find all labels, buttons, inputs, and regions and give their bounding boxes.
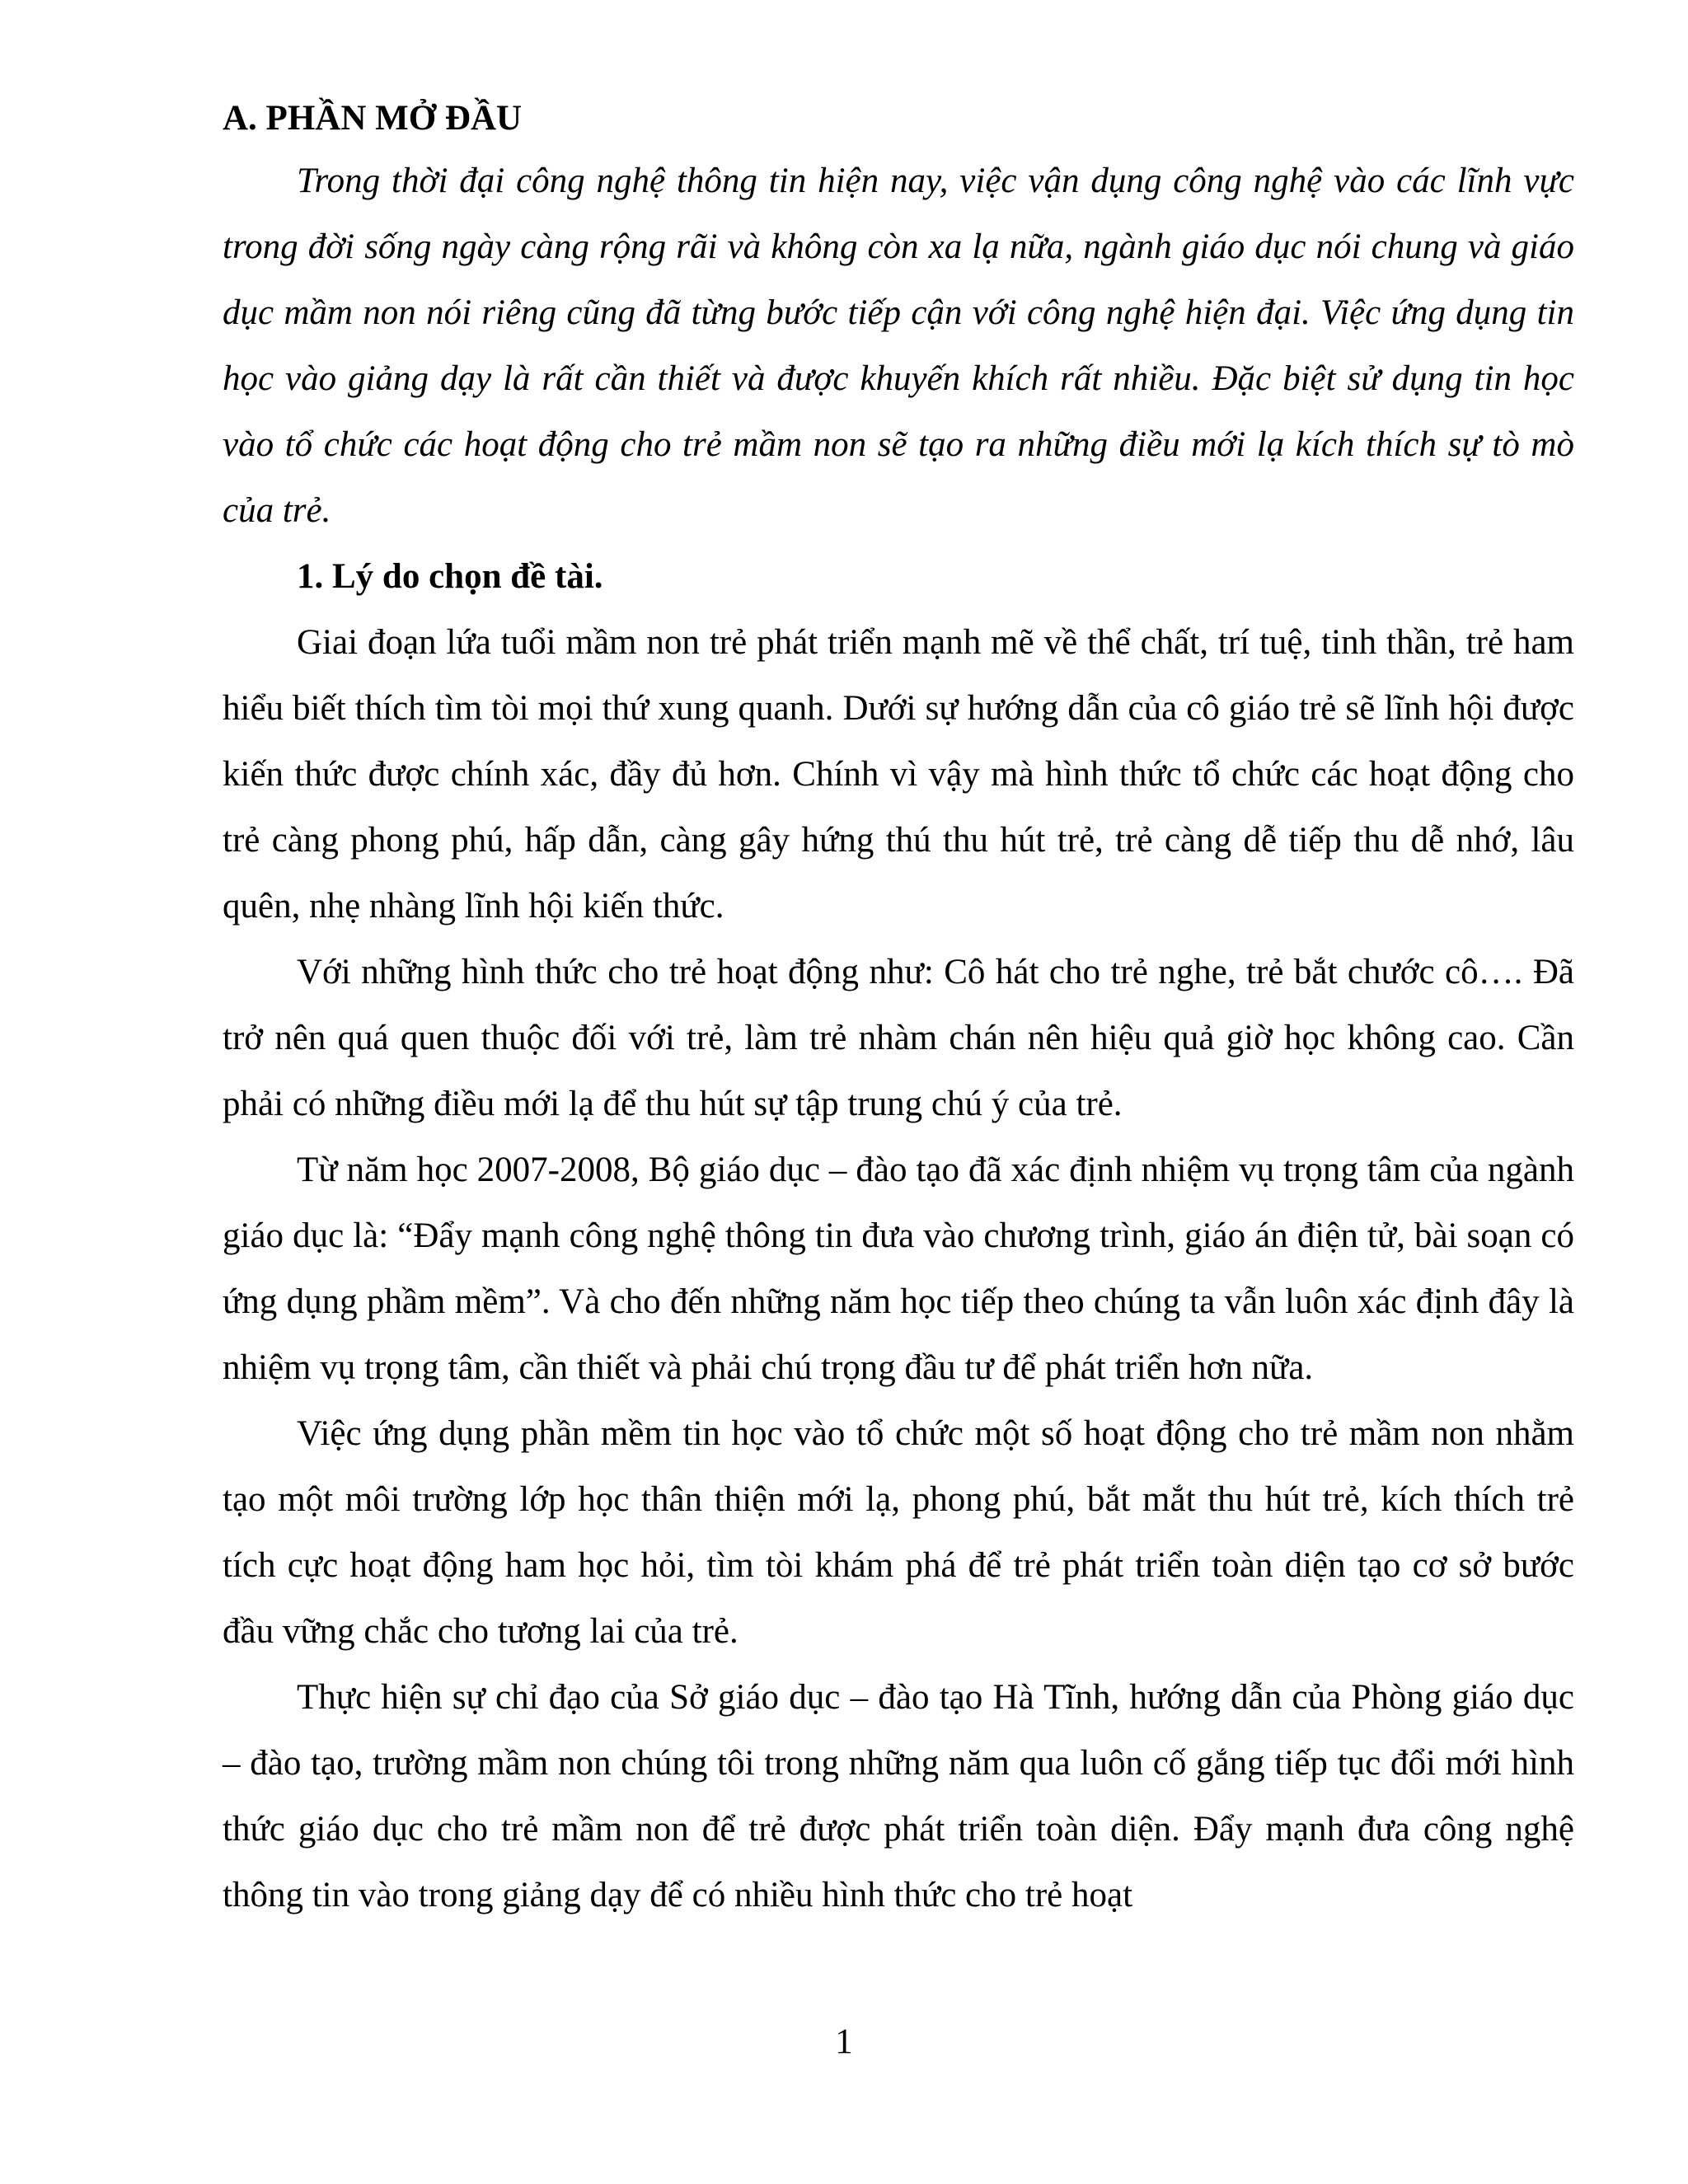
body-paragraph-1: Giai đoạn lứa tuổi mầm non trẻ phát triển mạnh mẽ về thể chất, trí tuệ, tinh thần, trẻ ham hiểu biết thích tìm tòi mọi thứ xung quanh. Dưới sự hướng dẫn của cô giáo trẻ sẽ lĩnh hội được kiến thức được chính xác, đầy đủ hơn. Chính vì vậy mà hình thức tổ chức các hoạt động cho trẻ càng phong phú, hấp dẫn, càng gây hứng thú thu hút trẻ, trẻ càng dễ tiếp thu dễ nhớ, lâu quên, nhẹ nhàng lĩnh hội kiến thức. — [223, 623, 1574, 926]
document-title: A. PHẦN MỞ ĐẦU — [223, 99, 523, 138]
body-paragraph-2: Với những hình thức cho trẻ hoạt động như: Cô hát cho trẻ nghe, trẻ bắt chước cô…. Đã trở nên quá quen thuộc đối với trẻ, làm trẻ nhàm chán nên hiệu quả giờ học không cao. Cần phải có những điều mới lạ để thu hút sự tập trung chú ý của trẻ. — [223, 953, 1574, 1123]
body-paragraph-4: Việc ứng dụng phần mềm tin học vào tổ chức một số hoạt động cho trẻ mầm non nhằm tạo một môi trường lớp học thân thiện mới lạ, phong phú, bắt mắt thu hút trẻ, kích thích trẻ tích cực hoạt động ham học hỏi, tìm tòi khám phá để trẻ phát triển toàn diện tạo cơ sở bước đầu vững chắc cho tương lai của trẻ. — [223, 1414, 1574, 1651]
document-body — [223, 89, 1574, 1929]
body-paragraph-5: Thực hiện sự chỉ đạo của Sở giáo dục – đào tạo Hà Tĩnh, hướng dẫn của Phòng giáo dục – đào tạo, trường mầm non chúng tôi trong những năm qua luôn cố gắng tiếp tục đổi mới hình thức giáo dục cho trẻ mầm non để trẻ được phát triển toàn diện. Đẩy mạnh đưa công nghệ thông tin vào trong giảng dạy để có nhiều hình thức cho trẻ hoạt — [223, 1678, 1574, 1915]
body-paragraph-3: Từ năm học 2007-2008, Bộ giáo dục – đào tạo đã xác định nhiệm vụ trọng tâm của ngành giáo dục là: “Đẩy mạnh công nghệ thông tin đưa vào chương trình, giáo án điện tử, bài soạn có ứng dụng phầm mềm”. Và cho đến những năm học tiếp theo chúng ta vẫn luôn xác định đây là nhiệm vụ trọng tâm, cần thiết và phải chú trọng đầu tư để phát triển hơn nữa. — [223, 1151, 1574, 1387]
page-number: 1 — [835, 2022, 853, 2061]
section-heading: 1. Lý do chọn đề tài. — [297, 557, 603, 596]
intro-paragraph: Trong thời đại công nghệ thông tin hiện nay, việc vận dụng công nghệ vào các lĩnh vực trong đời sống ngày càng rộng rãi và không còn xa lạ nữa, ngành giáo dục nói chung và giáo dục mầm non nói riêng cũng đã từng bước tiếp cận với công nghệ hiện đại. Việc ứng dụng tin học vào giảng dạy là rất cần thiết và được khuyến khích rất nhiều. Đặc biệt sử dụng tin học vào tổ chức các hoạt động cho trẻ mầm non sẽ tạo ra những điều mới lạ kích thích sự tò mò của trẻ. — [223, 162, 1574, 530]
